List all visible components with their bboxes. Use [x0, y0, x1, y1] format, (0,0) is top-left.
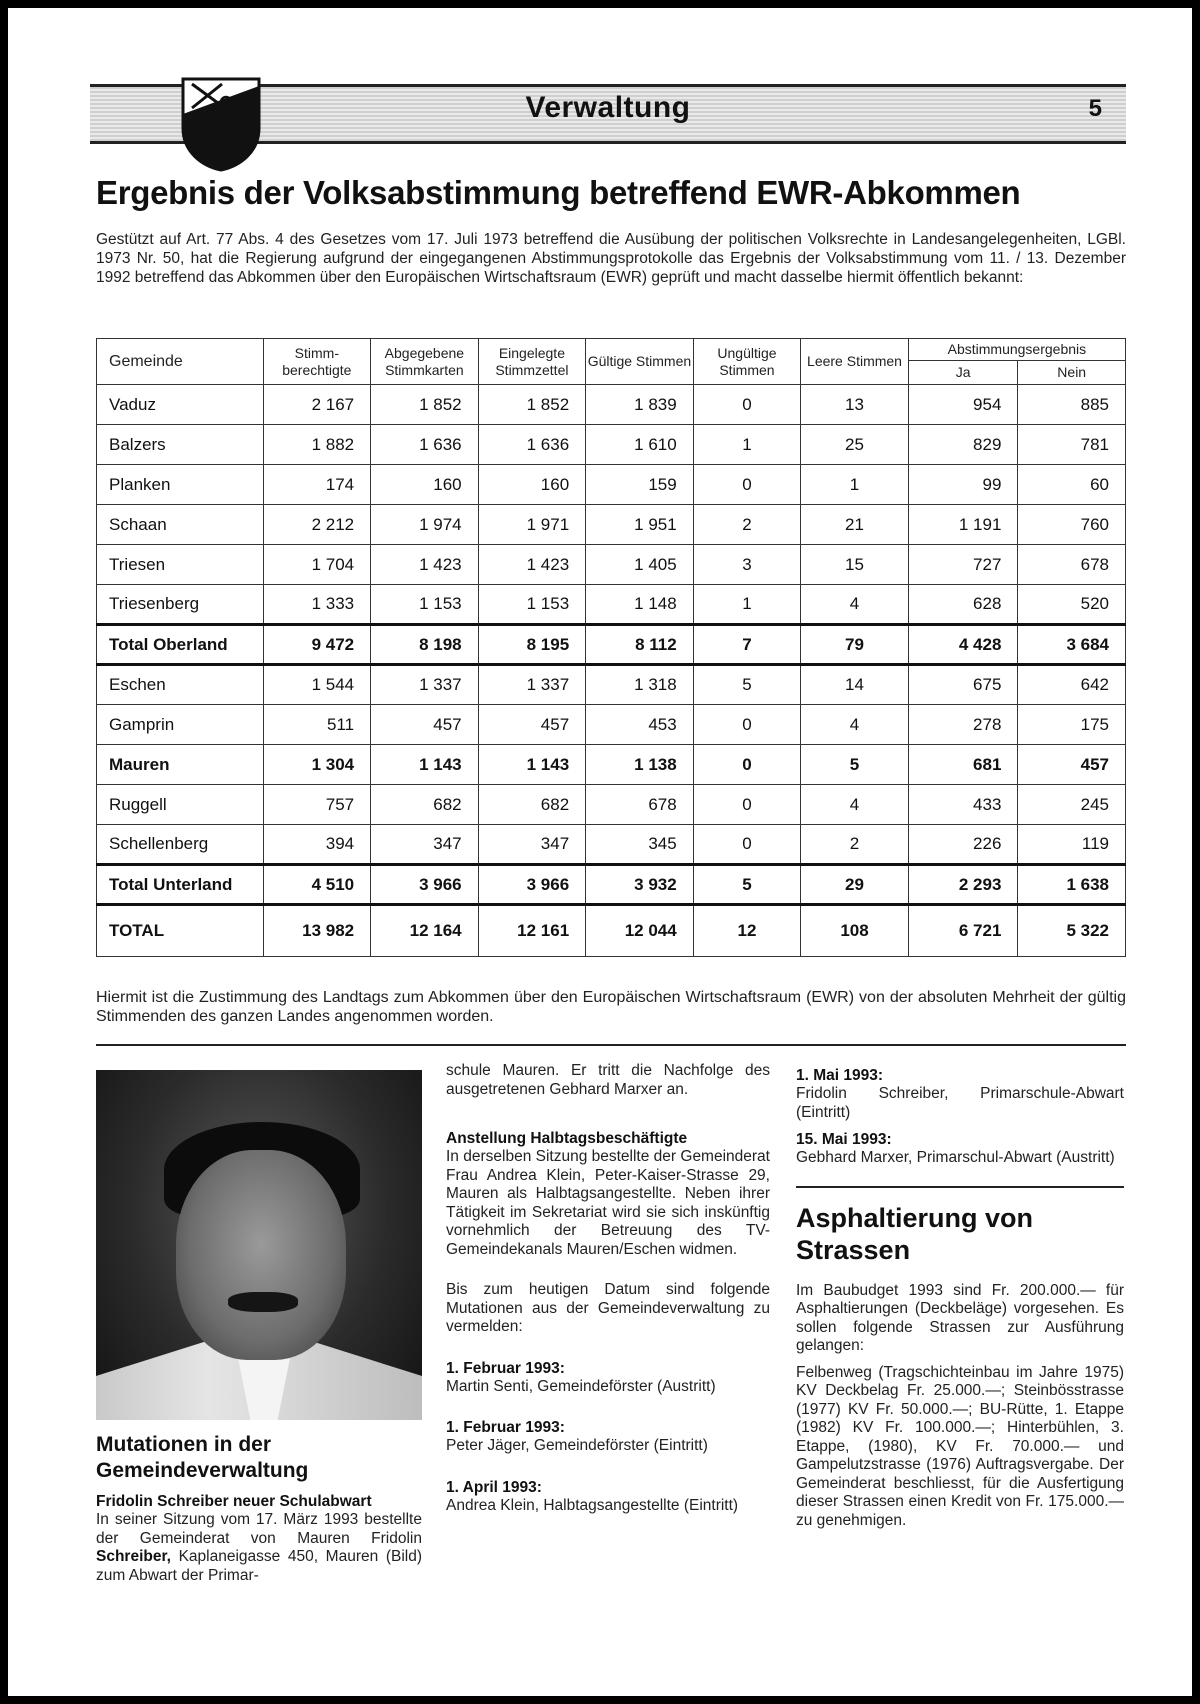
value-cell: 3 684	[1018, 625, 1126, 665]
middle-para2: Bis zum heutigen Datum sind folgende Mutationen aus der Gemeindeverwaltung zu vermelden:	[446, 1281, 770, 1335]
value-cell: 14	[801, 665, 909, 705]
value-cell: 1 318	[586, 665, 694, 705]
mutation-date-4: 1. Mai 1993:	[796, 1067, 884, 1084]
value-cell: 678	[1018, 545, 1126, 585]
section-title: Verwaltung	[525, 91, 691, 124]
value-cell: 79	[801, 625, 909, 665]
value-cell: 1 148	[586, 585, 694, 625]
table-row	[97, 865, 1126, 905]
outro-paragraph: Hiermit ist die Zustimmung des Landtags zum Abkommen über den Europäischen Wirtschaftsraum (EWR) von der absoluten Mehrheit der gültig Stimmenden des ganzen Landes angenommen worden.	[96, 989, 1126, 1025]
coat-of-arms-icon	[180, 76, 262, 172]
left-column-text	[96, 1511, 422, 1585]
intro-paragraph: Gestützt auf Art. 77 Abs. 4 des Gesetzes vom 17. Juli 1973 betreffend die Ausübung der politischen Volksrechte in Landesangelegenheiten, LGBl. 1973 Nr. 50, hat die Regierung aufgrund der eingegangenen Abstimmungsprotokolle das Ergebnis der Volksabstimmung vom 11. / 13. Dezember 1992 betreffend das Abkommen über den Europäischen Wirtschaftsraum (EWR) geprüft und macht dasselbe hiermit öffentlich bekannt:	[96, 231, 1126, 286]
value-cell: 7	[693, 625, 801, 665]
table-row	[97, 465, 1126, 505]
value-cell: 226	[908, 825, 1018, 865]
mutation-text-4: Fridolin Schreiber, Primarschule-Abwart (Eintritt)	[796, 1085, 1124, 1121]
value-cell: 4	[801, 705, 909, 745]
value-cell: 3 966	[478, 865, 586, 905]
value-cell: 760	[1018, 505, 1126, 545]
value-cell: 174	[263, 465, 371, 505]
value-cell: 829	[908, 425, 1018, 465]
value-cell: 1 839	[586, 385, 694, 425]
value-cell: 457	[1018, 745, 1126, 785]
value-cell: 394	[263, 825, 371, 865]
value-cell: 457	[478, 705, 586, 745]
asphalt-para1: Im Baubudget 1993 sind Fr. 200.000.— für Asphaltierungen (Deckbeläge) vorgesehen. Es sollen folgende Strassen zur Ausführung gelangen:	[796, 1281, 1124, 1354]
gemeinde-cell: Balzers	[97, 425, 264, 465]
value-cell: 2	[801, 825, 909, 865]
value-cell: 781	[1018, 425, 1126, 465]
value-cell: 12	[693, 905, 801, 957]
value-cell: 245	[1018, 785, 1126, 825]
value-cell: 25	[801, 425, 909, 465]
value-cell: 1 974	[371, 505, 479, 545]
value-cell: 1 882	[263, 425, 371, 465]
value-cell: 0	[693, 745, 801, 785]
value-cell: 5	[693, 665, 801, 705]
value-cell: 675	[908, 665, 1018, 705]
mutation-text-3: Andrea Klein, Halbtagsangestellte (Eintritt)	[446, 1496, 739, 1514]
value-cell: 682	[371, 785, 479, 825]
value-cell: 1 544	[263, 665, 371, 705]
middle-heading: Anstellung Halbtagsbeschäftigte	[446, 1130, 688, 1147]
asphalt-title: Asphaltierung von Strassen	[796, 1202, 1034, 1265]
value-cell: 1 423	[478, 545, 586, 585]
value-cell: 628	[908, 585, 1018, 625]
value-cell: 13	[801, 385, 909, 425]
header-abgegebene: Abgegebene Stimmkarten	[371, 339, 479, 385]
value-cell: 433	[908, 785, 1018, 825]
left-column-title: Mutationen in der Gemeindeverwaltung	[96, 1433, 309, 1482]
table-row	[97, 705, 1126, 745]
gemeinde-cell: Triesen	[97, 545, 264, 585]
header-ja: Ja	[908, 361, 1018, 385]
value-cell: 5	[801, 745, 909, 785]
value-cell: 1 852	[478, 385, 586, 425]
gemeinde-cell: Gamprin	[97, 705, 264, 745]
gemeinde-cell: Total Oberland	[97, 625, 264, 665]
gemeinde-cell: Vaduz	[97, 385, 264, 425]
value-cell: 12 161	[478, 905, 586, 957]
results-table	[96, 338, 1126, 957]
table-row	[97, 905, 1126, 957]
value-cell: 1 638	[1018, 865, 1126, 905]
value-cell: 642	[1018, 665, 1126, 705]
value-cell: 2 293	[908, 865, 1018, 905]
value-cell: 0	[693, 825, 801, 865]
value-cell: 3 966	[371, 865, 479, 905]
value-cell: 0	[693, 465, 801, 505]
value-cell: 1 610	[586, 425, 694, 465]
value-cell: 160	[371, 465, 479, 505]
mutation-text-5: Gebhard Marxer, Primarschul-Abwart (Austritt)	[796, 1149, 1115, 1166]
table-row	[97, 625, 1126, 665]
header-nein: Nein	[1018, 361, 1126, 385]
value-cell: 6 721	[908, 905, 1018, 957]
value-cell: 15	[801, 545, 909, 585]
value-cell: 8 195	[478, 625, 586, 665]
table-row	[97, 545, 1126, 585]
gemeinde-cell: Ruggell	[97, 785, 264, 825]
value-cell: 1 405	[586, 545, 694, 585]
value-cell: 347	[371, 825, 479, 865]
middle-column	[446, 1062, 770, 1515]
right-column	[796, 1066, 1124, 1530]
value-cell: 1	[801, 465, 909, 505]
value-cell: 1 423	[371, 545, 479, 585]
value-cell: 682	[478, 785, 586, 825]
value-cell: 12 164	[371, 905, 479, 957]
page	[8, 8, 1192, 1696]
value-cell: 1 143	[371, 745, 479, 785]
table-row	[97, 585, 1126, 625]
value-cell: 278	[908, 705, 1018, 745]
portrait-photo	[96, 1070, 422, 1420]
value-cell: 1 337	[371, 665, 479, 705]
value-cell: 1	[693, 585, 801, 625]
headline: Ergebnis der Volksabstimmung betreffend EWR-Abkommen	[96, 174, 1021, 211]
value-cell: 1 704	[263, 545, 371, 585]
gemeinde-cell: Planken	[97, 465, 264, 505]
table-row	[97, 505, 1126, 545]
mutation-date-2: 1. Februar 1993:	[446, 1419, 565, 1436]
value-cell: 160	[478, 465, 586, 505]
gemeinde-cell: Triesenberg	[97, 585, 264, 625]
mutation-date-1: 1. Februar 1993:	[446, 1359, 565, 1377]
value-cell: 1 333	[263, 585, 371, 625]
value-cell: 159	[586, 465, 694, 505]
value-cell: 2	[693, 505, 801, 545]
page-number: 5	[1088, 95, 1102, 122]
header-abstimmungsergebnis: Abstimmungsergebnis	[908, 339, 1125, 361]
gemeinde-cell: Total Unterland	[97, 865, 264, 905]
value-cell: 1 636	[478, 425, 586, 465]
value-cell: 108	[801, 905, 909, 957]
value-cell: 757	[263, 785, 371, 825]
value-cell: 1 636	[371, 425, 479, 465]
table-row	[97, 425, 1126, 465]
value-cell: 1 153	[371, 585, 479, 625]
value-cell: 1	[693, 425, 801, 465]
left-text-a: In seiner Sitzung vom 17. März 1993 bestellte der Gemeinderat von Mauren Fridolin	[96, 1511, 422, 1547]
value-cell: 4 510	[263, 865, 371, 905]
middle-para1: In derselben Sitzung bestellte der Gemeinderat Frau Andrea Klein, Peter-Kaiser-Strasse 29, Mauren als Halbtagsangestellte. Neben ihrer Tätigkeit im Sekretariat wird sie sich inskünftig vornehmlich der Betreuung des TV-Gemeindekanals Mauren/Eschen widmen.	[446, 1148, 770, 1258]
value-cell: 1 304	[263, 745, 371, 785]
header-eingelegte: Eingelegte Stimmzettel	[478, 339, 586, 385]
gemeinde-cell: Schellenberg	[97, 825, 264, 865]
value-cell: 727	[908, 545, 1018, 585]
left-text-b: Kaplaneigasse 450, Mauren (Bild) zum Abwart der Primar-	[96, 1548, 423, 1584]
value-cell: 453	[586, 705, 694, 745]
value-cell: 1 153	[478, 585, 586, 625]
middle-continuation: schule Mauren. Er tritt die Nachfolge des ausgetretenen Gebhard Marxer an.	[446, 1062, 770, 1098]
value-cell: 3	[693, 545, 801, 585]
mutation-date-3: 1. April 1993:	[446, 1478, 542, 1496]
value-cell: 347	[478, 825, 586, 865]
value-cell: 13 982	[263, 905, 371, 957]
value-cell: 1 191	[908, 505, 1018, 545]
left-column-subtitle: Fridolin Schreiber neuer Schulabwart	[96, 1493, 372, 1510]
table-row	[97, 745, 1126, 785]
value-cell: 2 167	[263, 385, 371, 425]
value-cell: 0	[693, 705, 801, 745]
value-cell: 60	[1018, 465, 1126, 505]
value-cell: 0	[693, 385, 801, 425]
left-text-bold: Schreiber,	[96, 1548, 171, 1565]
value-cell: 345	[586, 825, 694, 865]
value-cell: 885	[1018, 385, 1126, 425]
gemeinde-cell: Eschen	[97, 665, 264, 705]
left-column	[96, 1432, 422, 1585]
value-cell: 8 198	[371, 625, 479, 665]
header-gueltige: Gültige Stimmen	[586, 339, 694, 385]
value-cell: 4	[801, 585, 909, 625]
value-cell: 520	[1018, 585, 1126, 625]
value-cell: 5	[693, 865, 801, 905]
value-cell: 99	[908, 465, 1018, 505]
table-row	[97, 665, 1126, 705]
header-leere: Leere Stimmen	[801, 339, 909, 385]
value-cell: 3 932	[586, 865, 694, 905]
value-cell: 1 138	[586, 745, 694, 785]
value-cell: 29	[801, 865, 909, 905]
value-cell: 1 337	[478, 665, 586, 705]
value-cell: 2 212	[263, 505, 371, 545]
value-cell: 0	[693, 785, 801, 825]
value-cell: 954	[908, 385, 1018, 425]
table-row	[97, 385, 1126, 425]
table-row	[97, 785, 1126, 825]
value-cell: 9 472	[263, 625, 371, 665]
gemeinde-cell: Schaan	[97, 505, 264, 545]
value-cell: 5 322	[1018, 905, 1126, 957]
value-cell: 681	[908, 745, 1018, 785]
value-cell: 1 971	[478, 505, 586, 545]
header-stimmberechtigte: Stimm-berechtigte	[263, 339, 371, 385]
asphalt-para2: Felbenweg (Tragschichteinbau im Jahre 1975) KV Deckbelag Fr. 25.000.—; Steinbösstrasse (1977) KV Fr. 50.000.—; BU-Rütte, 1. Etappe (1982) KV Fr. 100.000.—; Hinterbühlen, 3. Etappe, (1980), KV Fr. 70.000.— und Gampelutzstrasse (1976) Auftragsvergabe. Der Gemeinderat beschliesst, für die Ausfertigung dieser Strassen einen Kredit von Fr. 175.000.— zu genehmigen.	[796, 1363, 1124, 1529]
mutation-text-2: Peter Jäger, Gemeindeförster (Eintritt)	[446, 1437, 708, 1454]
header-gemeinde: Gemeinde	[97, 339, 264, 385]
value-cell: 4 428	[908, 625, 1018, 665]
results-table-body	[97, 385, 1126, 957]
value-cell: 21	[801, 505, 909, 545]
gemeinde-cell: TOTAL	[97, 905, 264, 957]
value-cell: 8 112	[586, 625, 694, 665]
mutation-text-1: Martin Senti, Gemeindeförster (Austritt)	[446, 1377, 716, 1395]
value-cell: 119	[1018, 825, 1126, 865]
value-cell: 12 044	[586, 905, 694, 957]
value-cell: 175	[1018, 705, 1126, 745]
value-cell: 678	[586, 785, 694, 825]
table-row	[97, 825, 1126, 865]
value-cell: 511	[263, 705, 371, 745]
gemeinde-cell: Mauren	[97, 745, 264, 785]
value-cell: 4	[801, 785, 909, 825]
value-cell: 1 143	[478, 745, 586, 785]
value-cell: 1 852	[371, 385, 479, 425]
header-ungueltige: Ungültige Stimmen	[693, 339, 801, 385]
divider	[96, 1044, 1126, 1046]
value-cell: 457	[371, 705, 479, 745]
mutation-date-5: 15. Mai 1993:	[796, 1131, 892, 1148]
value-cell: 1 951	[586, 505, 694, 545]
